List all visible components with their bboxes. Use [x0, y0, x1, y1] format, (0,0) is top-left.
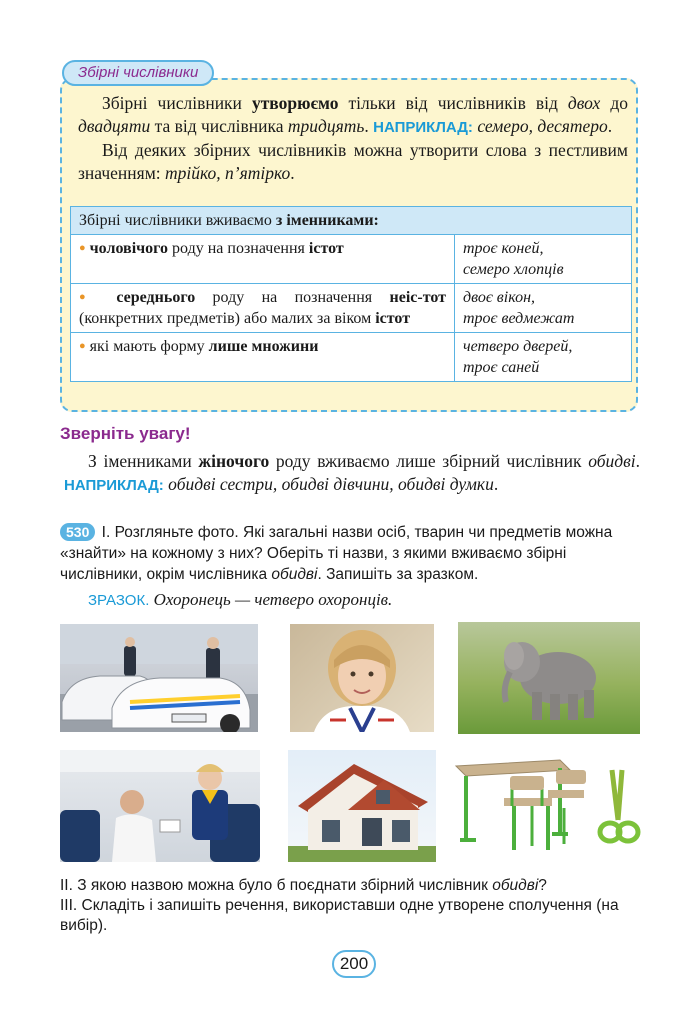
table-header-row — [71, 207, 632, 235]
task-number-badge: 530 — [60, 523, 95, 541]
airplane-cabin-drawing — [60, 750, 260, 862]
photo-boy — [290, 624, 434, 732]
rule-title-tag: Збірні числівники — [62, 60, 214, 86]
sample-line: ЗРАЗОК. Охоронець — четверо охоронців. — [88, 590, 393, 609]
rule-paragraph-1: Збірні числівники утворюємо тільки від числівників від двох до двадцяти та від числівника тридцять. НАПРИКЛАД: семеро, десятеро. — [78, 93, 628, 136]
usage-example-cell: троє коней, семеро хлопців — [455, 235, 632, 284]
house-photo-drawing — [288, 750, 436, 862]
notice-text: З іменниками жіночого роду вживаємо лише збірний числівник обидві. НАПРИКЛАД: обидві сестри, обидві дівчини, обидві думки. — [64, 451, 640, 494]
usage-rule-cell: ● які мають форму лише множини — [71, 333, 455, 382]
usage-example-cell: двоє вікон, троє ведмежат — [455, 284, 632, 333]
photo-flight-attendant — [60, 750, 260, 862]
example-label: НАПРИКЛАД: — [64, 477, 164, 494]
desk-scissors-drawing — [452, 750, 642, 860]
bullet-icon: ● — [79, 340, 86, 352]
table-row — [71, 235, 632, 284]
task-530: 530 І. Розгляньте фото. Які загальні назви осіб, тварин чи предметів можна «знайти» на кожному з них? Оберіть ті назви, з якими вживаємо збірні числівники, окрім числівника обидві. Запишіть за зразком. — [60, 524, 613, 583]
example-label: НАПРИКЛАД: — [373, 119, 473, 136]
photo-baby-elephant — [458, 622, 640, 734]
photo-school-desk-and-scissors — [452, 750, 642, 860]
usage-rule-cell: ● середнього роду на позначення неіс-тот (конкретних предметів) або малих за віком істот — [71, 284, 455, 333]
question-3: ІІІ. Складіть і запишіть речення, використавши одне утворене сполучення (на вибір). — [60, 897, 619, 934]
police-photo-drawing — [60, 624, 258, 732]
sample-label: ЗРАЗОК. — [88, 592, 150, 609]
usage-rule-cell: ● чоловічого роду на позначення істот — [71, 235, 455, 284]
page-number: 200 — [332, 950, 376, 978]
photo-house — [288, 750, 436, 862]
table-row — [71, 284, 632, 333]
bullet-icon: ● — [79, 291, 99, 303]
table-header: Збірні числівники вживаємо з іменниками: — [71, 207, 632, 235]
bullet-icon: ● — [79, 242, 86, 254]
usage-table — [70, 206, 632, 382]
boy-photo-drawing — [290, 624, 434, 732]
rule-paragraph-2: Від деяких збірних числівників можна утворити слова з пестливим значенням: трійко, п’ятірко. — [78, 140, 628, 183]
questions-block — [60, 876, 640, 936]
table-row — [71, 333, 632, 382]
notice-title: Зверніть увагу! — [60, 424, 191, 443]
rule-text — [78, 92, 628, 185]
usage-example-cell: четверо дверей, троє саней — [455, 333, 632, 382]
question-2: ІІ. З якою назвою можна було б поєднати збірний числівник обидві? — [60, 877, 547, 894]
photo-police-officers — [60, 624, 258, 732]
elephant-photo-drawing — [458, 622, 640, 734]
